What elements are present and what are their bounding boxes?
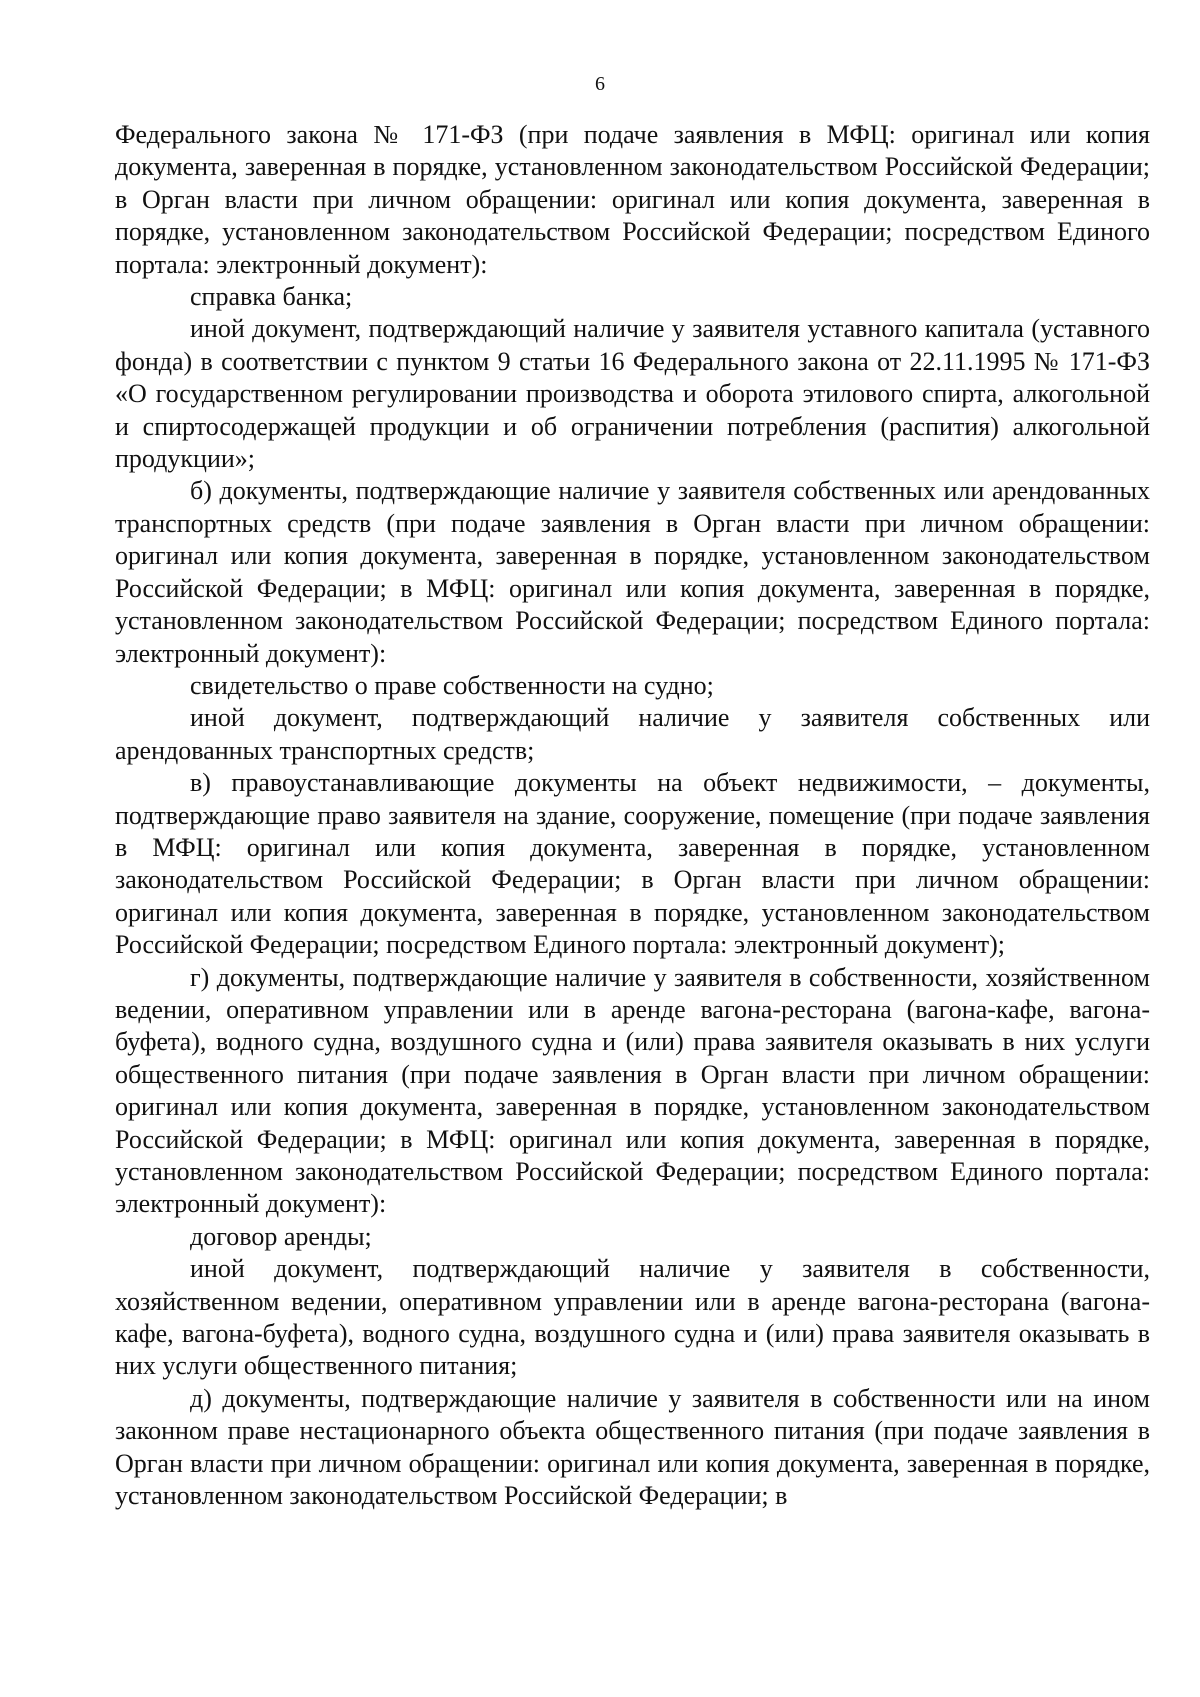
paragraph-ship-ownership-certificate: свидетельство о праве собственности на судно; [190,670,714,700]
page-number: 6 [595,73,605,95]
paragraph-item-b: б) документы, подтверждающие наличие у заявителя собственных или арендованных транспортных средств (при подаче заявления в Орган власти при личном обращении: оригинал или копия документа, заверенная в порядке, установленном законодательством Российской Федерации; в МФЦ: оригинал или копия документа, заверенная в порядке, установленном законодательством Российской Федерации; посредством Единого портала: электронный документ): [115,476,1150,668]
paragraph-other-document-capital: иной документ, подтверждающий наличие у заявителя уставного капитала (уставного фонда) в соответствии с пунктом 9 статьи 16 Федерального закона от 22.11.1995 № 171-ФЗ «О государственном регулировании производства и оборота этилового спирта, алкогольной и спиртосодержащей продукции и об ограничении потребления (распития) алкогольной продукции»; [115,314,1150,474]
paragraph-lease-agreement: договор аренды; [190,1221,372,1251]
paragraph-other-document-catering: иной документ, подтверждающий наличие у заявителя в собственности, хозяйственном ведении, оперативном управлении или в аренде вагона-ресторана (вагона-кафе, вагона-буфета), водного судна, воздушного судна и (или) права заявителя оказывать в них услуги общественного питания; [115,1254,1150,1381]
paragraph-item-g: г) документы, подтверждающие наличие у заявителя в собственности, хозяйственном ведении, оперативном управлении или в аренде вагона-ресторана (вагона-кафе, вагона-буфета), водного судна, воздушного судна и (или) права заявителя оказывать в них услуги общественного питания (при подаче заявления в Орган власти при личном обращении: оригинал или копия документа, заверенная в порядке, установленном законодательством Российской Федерации; в МФЦ: оригинал или копия документа, заверенная в порядке, установленном законодательством Российской Федерации; посредством Единого портала: электронный документ): [115,962,1150,1219]
paragraph-other-document-vehicles: иной документ, подтверждающий наличие у заявителя собственных или арендованных транспортных средств; [115,703,1150,765]
paragraph-item-v: в) правоустанавливающие документы на объект недвижимости, – документы, подтверждающие право заявителя на здание, сооружение, помещение (при подаче заявления в МФЦ: оригинал или копия документа, заверенная в порядке, установленном законодательством Российской Федерации; в Орган власти при личном обращении: оригинал или копия документа, заверенная в порядке, установленном законодательством Российской Федерации; посредством Единого портала: электронный документ); [115,768,1150,960]
document-body [115,119,1150,1512]
paragraph-continuation: Федерального закона № 171-ФЗ (при подаче заявления в МФЦ: оригинал или копия документа, заверенная в порядке, установленном законодательством Российской Федерации; в Орган власти при личном обращении: оригинал или копия документа, заверенная в порядке, установленном законодательством Российской Федерации; посредством Единого портала: электронный документ): [115,120,1150,279]
paragraph-bank-statement: справка банка; [190,282,353,312]
paragraph-item-d: д) документы, подтверждающие наличие у заявителя в собственности или на ином законном праве нестационарного объекта общественного питания (при подаче заявления в Орган власти при личном обращении: оригинал или копия документа, заверенная в порядке, установленном законодательством Российской Федерации; в [115,1383,1150,1511]
